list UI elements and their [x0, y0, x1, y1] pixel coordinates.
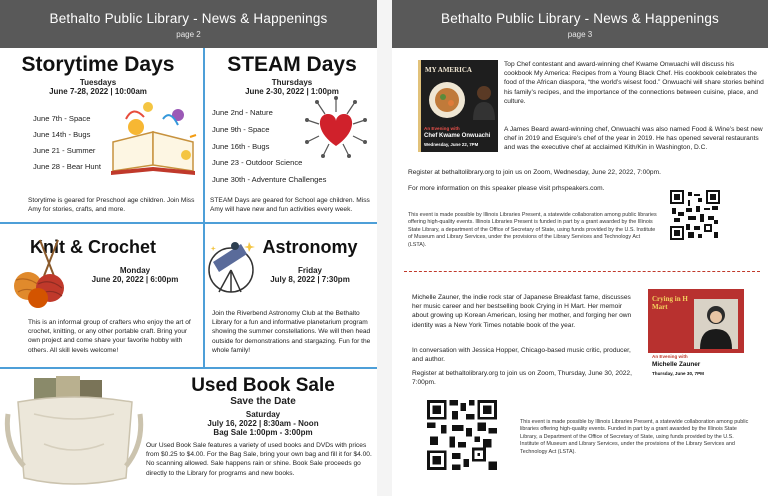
- knit-day: Monday: [119, 266, 151, 275]
- chef-registration: Register at bethaltolibrary.org to join us on Zoom, Wednesday, June 22, 2022, 7:00pm.: [408, 169, 661, 176]
- steam-day: Thursdays: [271, 78, 313, 87]
- knit-description: This is an informal group of crafters who enjoy the art of crochet, knitting, or any other portable craft. Bring your own project and come share your favorite hobby with others. All skill levels welcome!: [28, 319, 191, 354]
- storytime-day: Tuesdays: [79, 78, 117, 87]
- knit-title: Knit & Crochet: [30, 237, 156, 257]
- steam-item: June 16th - Bugs: [212, 142, 270, 151]
- bag-sale-time: Bag Sale 1:00pm - 3:00pm: [213, 428, 313, 437]
- astronomy-description: Join the Riverbend Astronomy Club at the Bethalto Library for a fun and informative planetarium program showing the summer constellations. We will then head outside for demonstrations and stargazing. Fun for the whole family!: [212, 310, 371, 354]
- zauner-paragraph-1: Michelle Zauner, the indie rock star of Japanese Breakfast fame, discusses her music career and her bestselling book Crying in H Mart. Her memoir about growing up Korean American, losing her mother, and forging her own identity was a New York Times notable book of the year.: [412, 294, 632, 329]
- chef-funding-note: This event is made possible by Illinois Libraries Present, a statewide collaboration among public libraries offering high-quality events. Illinois Libraries Present is funded in part by a grant awarded by the Illinois State Library, a department of the Office of Secretary of State, using funds provided by the U.S. Institute of Museum and Library Services, under the provisions of the Library Services and Technology Act (LSTA).: [408, 212, 657, 248]
- zauner-cover-name: Michelle Zauner: [652, 361, 701, 368]
- row-divider: [0, 367, 377, 369]
- zauner-cover-date: Thursday, June 30, 7PM: [652, 371, 704, 376]
- chef-portrait: [471, 84, 497, 120]
- storytime-item: June 14th - Bugs: [33, 130, 91, 139]
- steam-dates: June 2-30, 2022 | 1:00pm: [245, 87, 339, 96]
- storytime-description: Storytime is geared for Preschool age children. Join Miss Amy for stories, crafts, and more.: [28, 197, 195, 214]
- astronomy-day: Friday: [297, 266, 322, 275]
- page-number: page 3: [567, 30, 593, 39]
- astronomy-date: July 8, 2022 | 7:30pm: [270, 275, 350, 284]
- book-bag-illustration: [4, 374, 144, 492]
- chef-paragraph-1: Top Chef contestant and award-winning chef Kwame Onwuachi will discuss his cookbook My America: Recipes from a Young Black Chef. His cookbook celebrates the food of the African diaspora, “the world’s wisest food.” Onwuachi will share stories behind his family’s recipes, and the importance of the connections between cuisine, place, and culture.: [504, 61, 764, 105]
- storytime-item: June 21 - Summer: [33, 146, 96, 155]
- page-header: [392, 0, 768, 48]
- zauner-qr-code[interactable]: [427, 400, 497, 470]
- zauner-paragraph-2: In conversation with Jessica Hopper, Chicago-based music critic, producer, and author.: [412, 347, 631, 364]
- steam-description: STEAM Days are geared for School age children. Miss Amy will have new and fun activities every week.: [210, 197, 370, 214]
- book-sale-date: July 16, 2022 | 8:30am - Noon: [207, 419, 319, 428]
- astronomy-title: Astronomy: [262, 237, 358, 257]
- circuit-heart-icon: [305, 94, 367, 158]
- chef-qr-code[interactable]: [670, 190, 720, 240]
- open-book-illustration: [108, 97, 200, 177]
- storytime-item: June 28 - Bear Hunt: [33, 162, 101, 171]
- chef-cover-name: Chef Kwame Onwuachi: [424, 133, 491, 139]
- book-sale-title: Used Book Sale: [191, 375, 335, 396]
- page-gutter: [377, 0, 392, 496]
- author-portrait: [694, 299, 738, 349]
- book-sale-day: Saturday: [245, 410, 281, 419]
- steam-item: June 9th - Space: [212, 125, 270, 134]
- steam-item: June 23 - Outdoor Science: [212, 158, 303, 167]
- book-sale-subtitle: Save the Date: [230, 396, 296, 407]
- page-header: [0, 0, 377, 48]
- steam-item: June 30th - Adventure Challenges: [212, 175, 327, 184]
- chef-book-title: MY AMERICA: [425, 66, 472, 74]
- chef-book-cover: [418, 60, 498, 152]
- page-number: page 2: [176, 30, 201, 39]
- storytime-title: Storytime Days: [21, 53, 175, 76]
- newsletter-page-3: [392, 0, 768, 496]
- zauner-registration: Register at bethaltolibrary.org to join us on Zoom, Thursday, June 30, 2022, 7:00pm.: [412, 370, 632, 387]
- knit-date: June 20, 2022 | 6:00pm: [91, 275, 179, 284]
- chef-cover-date: Wednesday, June 22, 7PM: [424, 142, 479, 147]
- newsletter-page-2: [0, 0, 377, 496]
- steam-title: STEAM Days: [227, 53, 357, 76]
- chef-cover-caption: An Evening with: [424, 126, 460, 131]
- column-divider: [203, 48, 205, 368]
- zauner-cover-caption: An Evening with: [652, 354, 688, 359]
- section-divider: [404, 271, 760, 272]
- book-sale-description: Our Used Book Sale features a variety of used books and DVDs with prices from $0.25 to $4.00. For the Bag Sale, bring your own bag and fill it for $4.00. No scanning allowed. Sale happens rain or shine. Book Sale proceeds go directly to the Library for programs and new books.: [146, 442, 372, 477]
- chef-more-info: For more information on this speaker please visit prhspeakers.com.: [408, 185, 605, 192]
- storytime-item: June 7th - Space: [33, 114, 91, 123]
- zauner-book-title: Crying in H Mart: [652, 295, 688, 311]
- zauner-funding-note: This event is made possible by Illinois Libraries Present, a statewide collaboration among public libraries offering high-quality events. Funded in part by a grant awarded by the Illinois State Library, a Department of the Office of Secretary of State, using funds provided by the U.S. Institute of Museum and Library Services, under the provisions of the Library Services and Technology Act (LSTA).: [520, 419, 749, 455]
- header-title: Bethalto Public Library - News & Happenings: [441, 11, 719, 26]
- zauner-book-cover: [648, 289, 744, 381]
- row-divider: [0, 222, 377, 224]
- steam-item: June 2nd - Nature: [212, 108, 273, 117]
- food-bowl-icon: [427, 80, 467, 120]
- chef-paragraph-2: A James Beard award-winning chef, Onwuachi was also named Food & Wine’s best new chef in 2019 and Esquire’s chef of the year in 2019. He has opened several restaurants and was the executive chef at acclaimed Kith/Kin in Washington, D.C.: [504, 126, 763, 152]
- storytime-dates: June 7-28, 2022 | 10:00am: [49, 87, 147, 96]
- header-title: Bethalto Public Library - News & Happenings: [49, 11, 328, 26]
